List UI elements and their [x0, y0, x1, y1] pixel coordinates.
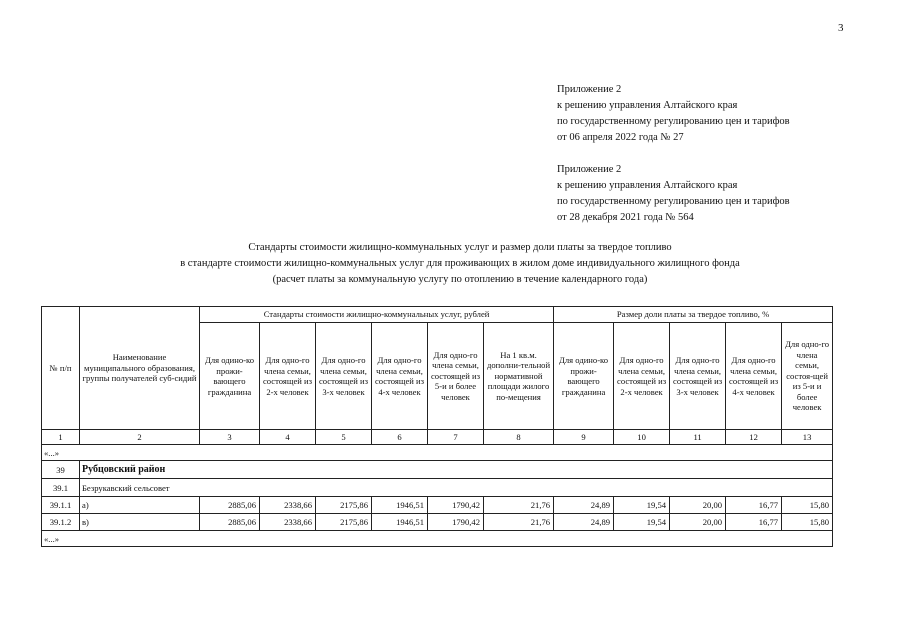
value-cell: 15,80	[782, 514, 833, 531]
header-sub-cell: На 1 кв.м. дополни-тельной нормативной площади жилого по-мещения	[484, 323, 554, 430]
council-name: Безрукавский сельсовет	[80, 479, 833, 497]
value-cell: 1790,42	[428, 514, 484, 531]
column-number: 6	[372, 430, 428, 445]
district-name: Рубцовский район	[80, 461, 833, 479]
value-cell: 2175,86	[316, 497, 372, 514]
value-cell: 19,54	[614, 497, 670, 514]
title-line: Стандарты стоимости жилищно-коммунальных услуг и размер доли платы за твердое топливо	[248, 242, 672, 253]
value-cell: 2338,66	[260, 514, 316, 531]
header-sub-cell: Для одно-го члена семьи, состоящей из 2-х человек	[260, 323, 316, 430]
value-cell: 2885,06	[200, 514, 260, 531]
value-cell: 19,54	[614, 514, 670, 531]
row-label: а)	[80, 497, 200, 514]
table-row	[42, 514, 833, 531]
header-name: Наименование муниципального образования, группы получателей суб-сидий	[80, 307, 200, 430]
title-line: (расчет платы за коммунальную услугу по отоплению в течение календарного года)	[272, 274, 648, 285]
header-sub-cell: Для одно-го члена семьи, состоящей из 4-х человек	[726, 323, 782, 430]
column-number: 10	[614, 430, 670, 445]
header-sub-cell: Для одно-го члена семьи, состоящей из 4-х человек	[372, 323, 428, 430]
column-number: 7	[428, 430, 484, 445]
table-row	[42, 497, 833, 514]
value-cell: 15,80	[782, 497, 833, 514]
document-title	[60, 240, 860, 288]
value-cell: 2175,86	[316, 514, 372, 531]
ellipsis-row: «...»	[42, 445, 833, 461]
header-sub-cell: Для одно-го члена семьи, состоящей из 3-х человек	[670, 323, 726, 430]
header-sub-cell: Для одно-го члена семьи, состоящей из 2-х человек	[614, 323, 670, 430]
column-number: 4	[260, 430, 316, 445]
appendix-line: Приложение 2	[557, 84, 622, 95]
header-group-standards: Стандарты стоимости жилищно-коммунальных услуг, рублей	[200, 307, 554, 323]
header-sub-cell: Для одино-ко прожи-вающего гражданина	[554, 323, 614, 430]
district-number: 39	[42, 461, 80, 479]
tariff-table	[41, 306, 833, 547]
column-number: 2	[80, 430, 200, 445]
row-number: 39.1.1	[42, 497, 80, 514]
appendix-line: к решению управления Алтайского края	[557, 180, 738, 191]
appendix-line: к решению управления Алтайского края	[557, 100, 738, 111]
column-number: 8	[484, 430, 554, 445]
value-cell: 20,00	[670, 514, 726, 531]
row-label: в)	[80, 514, 200, 531]
value-cell: 2885,06	[200, 497, 260, 514]
value-cell: 16,77	[726, 514, 782, 531]
appendix-block-2	[557, 162, 790, 226]
column-number: 1	[42, 430, 80, 445]
value-cell: 21,76	[484, 497, 554, 514]
value-cell: 1946,51	[372, 514, 428, 531]
value-cell: 16,77	[726, 497, 782, 514]
header-group-fuel-share: Размер доли платы за твердое топливо, %	[554, 307, 833, 323]
header-sub-cell: Для одно-го члена семьи, состоя-щей из 5-и и более человек	[782, 323, 833, 430]
council-number: 39.1	[42, 479, 80, 497]
appendix-block-1	[557, 82, 790, 146]
appendix-line: по государственному регулированию цен и тарифов	[557, 196, 790, 207]
value-cell: 1946,51	[372, 497, 428, 514]
appendix-line: по государственному регулированию цен и тарифов	[557, 116, 790, 127]
column-number: 11	[670, 430, 726, 445]
appendix-line: от 06 апреля 2022 года № 27	[557, 132, 684, 143]
appendix-line: от 28 декабря 2021 года № 564	[557, 212, 694, 223]
value-cell: 24,89	[554, 497, 614, 514]
value-cell: 2338,66	[260, 497, 316, 514]
header-sub-cell: Для одно-го члена семьи, состоящей из 5-и и более человек	[428, 323, 484, 430]
header-sub-cell: Для одно-го члена семьи, состоящей из 3-х человек	[316, 323, 372, 430]
value-cell: 24,89	[554, 514, 614, 531]
value-cell: 20,00	[670, 497, 726, 514]
page-number: 3	[838, 22, 844, 34]
column-number: 3	[200, 430, 260, 445]
value-cell: 1790,42	[428, 497, 484, 514]
column-number: 5	[316, 430, 372, 445]
ellipsis-row: «...»	[42, 531, 833, 547]
column-number: 9	[554, 430, 614, 445]
column-number: 12	[726, 430, 782, 445]
title-line: в стандарте стоимости жилищно-коммунальных услуг для проживающих в жилом доме индивидуального жилищного фонда	[180, 258, 740, 269]
appendix-line: Приложение 2	[557, 164, 622, 175]
header-np: № п/п	[42, 307, 80, 430]
value-cell: 21,76	[484, 514, 554, 531]
row-number: 39.1.2	[42, 514, 80, 531]
column-number: 13	[782, 430, 833, 445]
header-sub-cell: Для одино-ко прожи-вающего гражданина	[200, 323, 260, 430]
